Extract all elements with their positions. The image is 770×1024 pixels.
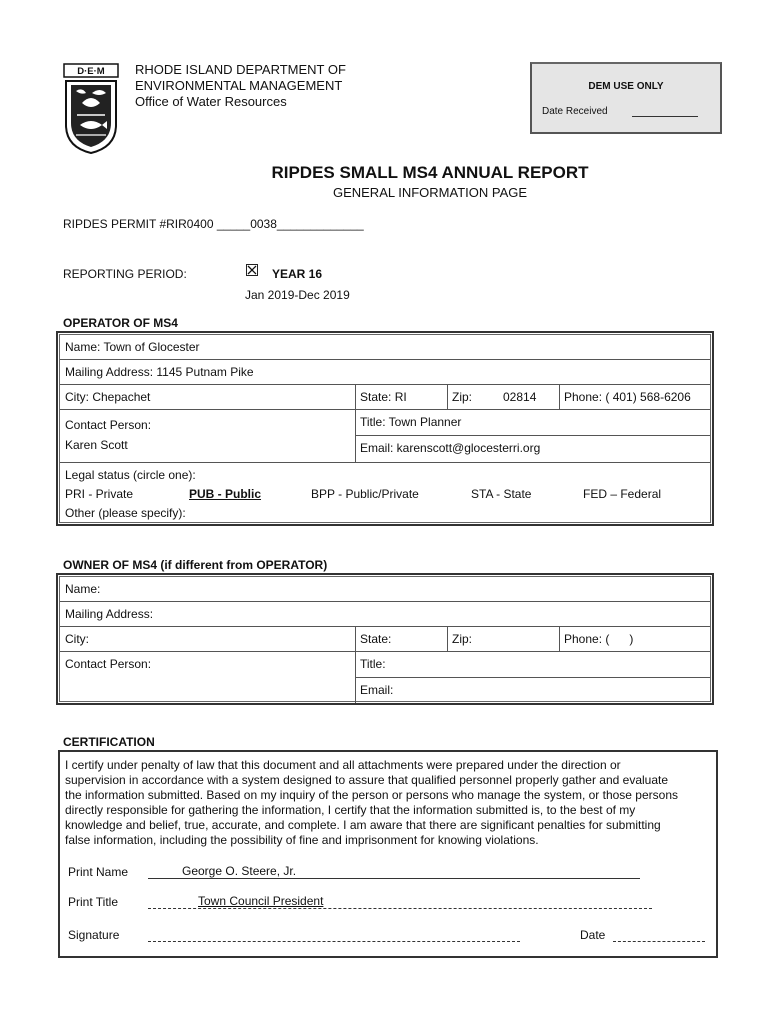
owner-state[interactable]: State: [360, 632, 392, 646]
operator-mailing-row [60, 360, 710, 385]
operator-title[interactable]: Title: Town Planner [360, 415, 462, 429]
year-checkbox[interactable] [246, 264, 258, 276]
dem-logo [62, 63, 120, 155]
owner-section-title: OWNER OF MS4 (if different from OPERATOR) [63, 558, 328, 572]
date-field[interactable] [613, 927, 705, 942]
owner-phone[interactable]: Phone: ( ) [564, 632, 634, 646]
operator-table [56, 331, 714, 526]
dem-use-only-box [530, 62, 722, 134]
operator-name-row [60, 335, 710, 360]
dem-use-only-title: DEM USE ONLY [588, 81, 664, 92]
legal-option-bpp[interactable]: BPP - Public/Private [311, 487, 419, 501]
operator-city[interactable]: City: Chepachet [65, 390, 151, 404]
certification-statement [65, 758, 715, 848]
agency-line-1: RHODE ISLAND DEPARTMENT OF [135, 62, 346, 77]
svg-text:D·E·M: D·E·M [77, 66, 105, 77]
print-title-field[interactable] [148, 894, 652, 909]
cert-line: false information, including the possibility of fine and imprisonment for knowing violations. [65, 833, 539, 847]
operator-zip[interactable]: 02814 [503, 390, 537, 404]
contact-person-label: Contact Person: [65, 418, 152, 432]
legal-option-pri[interactable]: PRI - Private [65, 487, 134, 501]
print-name-label: Print Name [68, 865, 129, 879]
signature-field[interactable] [148, 927, 520, 942]
operator-city-row [60, 385, 710, 410]
certification-box [58, 750, 718, 958]
owner-name[interactable]: Name: [65, 582, 101, 596]
agency-name [135, 62, 346, 110]
print-name-field[interactable] [148, 864, 640, 879]
owner-table [56, 573, 714, 705]
operator-state[interactable]: State: RI [360, 390, 407, 404]
contact-person-name[interactable]: Karen Scott [65, 438, 128, 452]
date-received-field[interactable] [632, 116, 698, 117]
owner-mailing-row [60, 602, 710, 627]
operator-section-title: OPERATOR OF MS4 [63, 316, 178, 330]
cert-line: directly responsible for gathering the information, I certify that the information submitted is, to the best of my [65, 803, 636, 817]
cert-line: knowledge and belief, true, accurate, and complete. I am aware that there are significant penalties for submitting [65, 818, 661, 832]
report-title: RIPDES SMALL MS4 ANNUAL REPORT [271, 163, 589, 182]
operator-email[interactable]: Email: karenscott@glocesterri.org [360, 441, 541, 455]
reporting-period-label: REPORTING PERIOD: [63, 267, 187, 281]
date-label: Date [580, 928, 606, 942]
legal-option-sta[interactable]: STA - State [471, 487, 532, 501]
agency-line-2: ENVIRONMENTAL MANAGEMENT [135, 78, 343, 93]
owner-city[interactable]: City: [65, 632, 89, 646]
reporting-range: Jan 2019-Dec 2019 [245, 288, 350, 302]
owner-city-row [60, 627, 710, 652]
permit-number[interactable]: _____0038_____________ [216, 217, 364, 231]
operator-mailing[interactable]: Mailing Address: 1145 Putnam Pike [65, 365, 254, 379]
report-subtitle: GENERAL INFORMATION PAGE [332, 185, 528, 200]
legal-status-block [60, 463, 710, 525]
reporting-year: YEAR 16 [272, 267, 323, 281]
operator-contact [60, 410, 156, 462]
owner-contact[interactable]: Contact Person: [65, 657, 152, 671]
cert-line: supervision in accordance with a system designed to assure that qualified personnel properly gather and evaluate [65, 773, 669, 787]
cert-line: I certify under penalty of law that this document and all attachments were prepared under the direction or [65, 758, 621, 772]
certification-section-title: CERTIFICATION [63, 735, 155, 749]
legal-option-fed[interactable]: FED – Federal [583, 487, 662, 501]
print-title-label: Print Title [68, 895, 119, 909]
owner-zip[interactable]: Zip: [452, 632, 473, 646]
print-title-value: Town Council President [198, 894, 324, 908]
owner-mailing[interactable]: Mailing Address: [65, 607, 154, 621]
print-name-value: George O. Steere, Jr. [182, 864, 297, 878]
cert-line: the information submitted. Based on my inquiry of the person or persons who manage the system, or those persons [65, 788, 678, 802]
date-received-label: Date Received [542, 106, 608, 117]
operator-phone[interactable]: Phone: ( 401) 568-6206 [564, 390, 691, 404]
permit-line [63, 217, 364, 231]
legal-option-pub[interactable]: PUB - Public [189, 487, 262, 501]
legal-other-label[interactable]: Other (please specify): [65, 506, 186, 520]
owner-email[interactable]: Email: [360, 683, 394, 697]
owner-name-row [60, 577, 710, 602]
owner-title[interactable]: Title: [360, 657, 386, 671]
operator-zip-label: Zip: [452, 390, 473, 404]
operator-name[interactable]: Name: Town of Glocester [65, 340, 200, 354]
signature-label: Signature [68, 928, 120, 942]
owner-contact-row [60, 652, 710, 703]
legal-status-label: Legal status (circle one): [65, 468, 196, 482]
permit-label: RIPDES PERMIT #RIR0400 [63, 217, 214, 231]
operator-contact-row [60, 410, 710, 463]
agency-line-3: Office of Water Resources [135, 94, 287, 109]
